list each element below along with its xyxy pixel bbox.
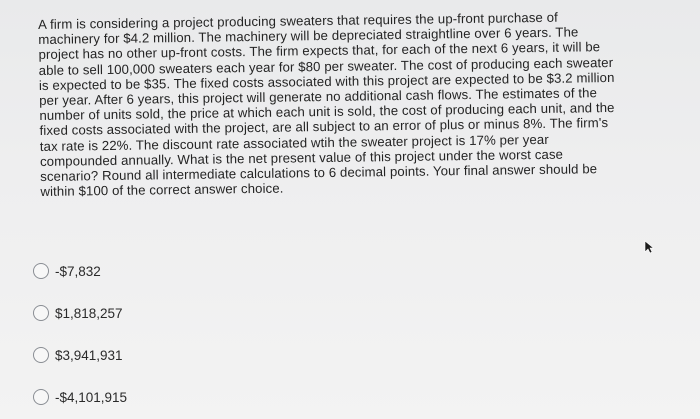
choice-option-2[interactable] bbox=[33, 302, 123, 324]
mouse-cursor-icon bbox=[644, 240, 654, 254]
radio-button-icon[interactable] bbox=[33, 263, 49, 279]
radio-button-icon[interactable] bbox=[33, 347, 49, 363]
choice-option-4[interactable] bbox=[33, 386, 127, 408]
radio-button-icon[interactable] bbox=[33, 305, 49, 321]
choice-option-1[interactable] bbox=[33, 260, 101, 282]
choice-label: $1,818,257 bbox=[55, 305, 123, 321]
choice-label: -$4,101,915 bbox=[55, 389, 128, 405]
question-text-block bbox=[38, 9, 620, 200]
question-text: A firm is considering a project producing sweaters that requires the up-front purchase of machinery for $4.2 million. The machinery will be depreciated straightline over 6 years. The project has no other up-front costs. The firm expects that, for each of the next 6 years, it will be able to sell 100,000 sweaters each year for $80 per sweater. The cost of producing each sweater is expected to be $35. The fixed costs associated with this project are expected to be $3.2 million per year. After 6 years, this project will generate no additional cash flows. The estimates of the number of units sold, the price at which each unit is sold, the cost of producing each unit, and the fixed costs associated with the project, are all subject to an error of plus or minus 8%. The firm's tax rate is 22%. The discount rate associated wtih the sweater project is 17% per year compounded annually. What is the net present value of this project under the worst case scenario? Round all intermediate calculations to 6 decimal points. Your final answer should be within $100 of the correct answer choice. bbox=[38, 9, 615, 200]
choice-label: -$7,832 bbox=[55, 263, 101, 279]
choice-option-3[interactable] bbox=[33, 344, 123, 366]
choice-label: $3,941,931 bbox=[55, 347, 123, 363]
radio-button-icon[interactable] bbox=[33, 389, 49, 405]
